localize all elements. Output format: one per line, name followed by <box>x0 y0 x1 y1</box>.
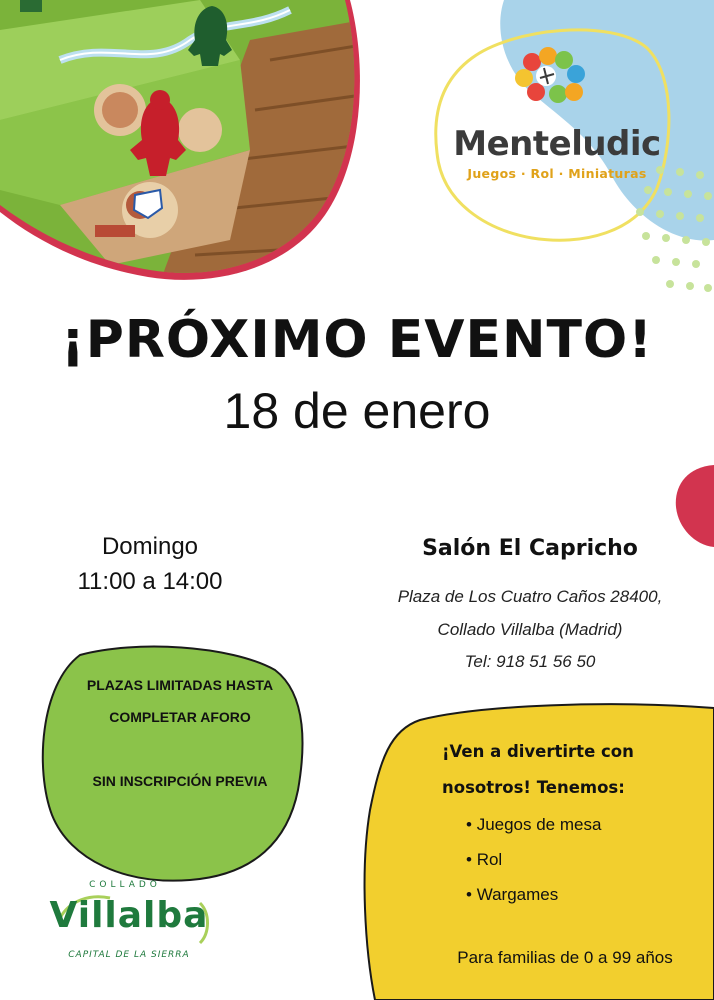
invite-footer: Para familias de 0 a 99 años <box>457 948 673 967</box>
invite-item-label: Wargames <box>476 885 559 904</box>
venue-address-line1: Plaza de Los Cuatro Caños 28400, <box>397 587 663 606</box>
event-headline: ¡PRÓXIMO EVENTO! <box>61 310 653 370</box>
event-date: 18 de enero <box>223 383 491 439</box>
invite-item: • Rol <box>466 850 503 869</box>
villalba-logo-subtitle: CAPITAL DE LA SIERRA <box>68 950 190 960</box>
invite-item: • Juegos de mesa <box>466 815 602 834</box>
villalba-logo-name: Villalba <box>49 895 209 936</box>
invite-item: • Wargames <box>466 885 559 904</box>
board-game-photo <box>0 0 362 282</box>
decorative-dots <box>600 160 714 310</box>
notice-line1: PLAZAS LIMITADAS HASTA <box>86 677 274 693</box>
invite-line2: nosotros! Tenemos: <box>442 778 625 797</box>
notice-line3: SIN INSCRIPCIÓN PREVIA <box>92 773 268 789</box>
logo-name: Menteludic <box>453 124 661 164</box>
invite-line1: ¡Ven a divertirte con <box>442 742 634 761</box>
venue-phone: Tel: 918 51 56 50 <box>464 652 596 671</box>
invite-item-label: Juegos de mesa <box>476 815 602 834</box>
venue-name: Salón El Capricho <box>422 536 638 561</box>
notice-line2: COMPLETAR AFORO <box>109 709 251 725</box>
invite-item-label: Rol <box>476 850 503 869</box>
event-day: Domingo <box>101 533 199 560</box>
villalba-logo-top: COLLADO <box>89 880 161 890</box>
logo-tagline: Juegos · Rol · Miniaturas <box>467 166 647 181</box>
venue-address-line2: Collado Villalba (Madrid) <box>437 620 623 639</box>
decorative-red-shape <box>674 465 714 547</box>
event-hours: 11:00 a 14:00 <box>77 568 223 595</box>
